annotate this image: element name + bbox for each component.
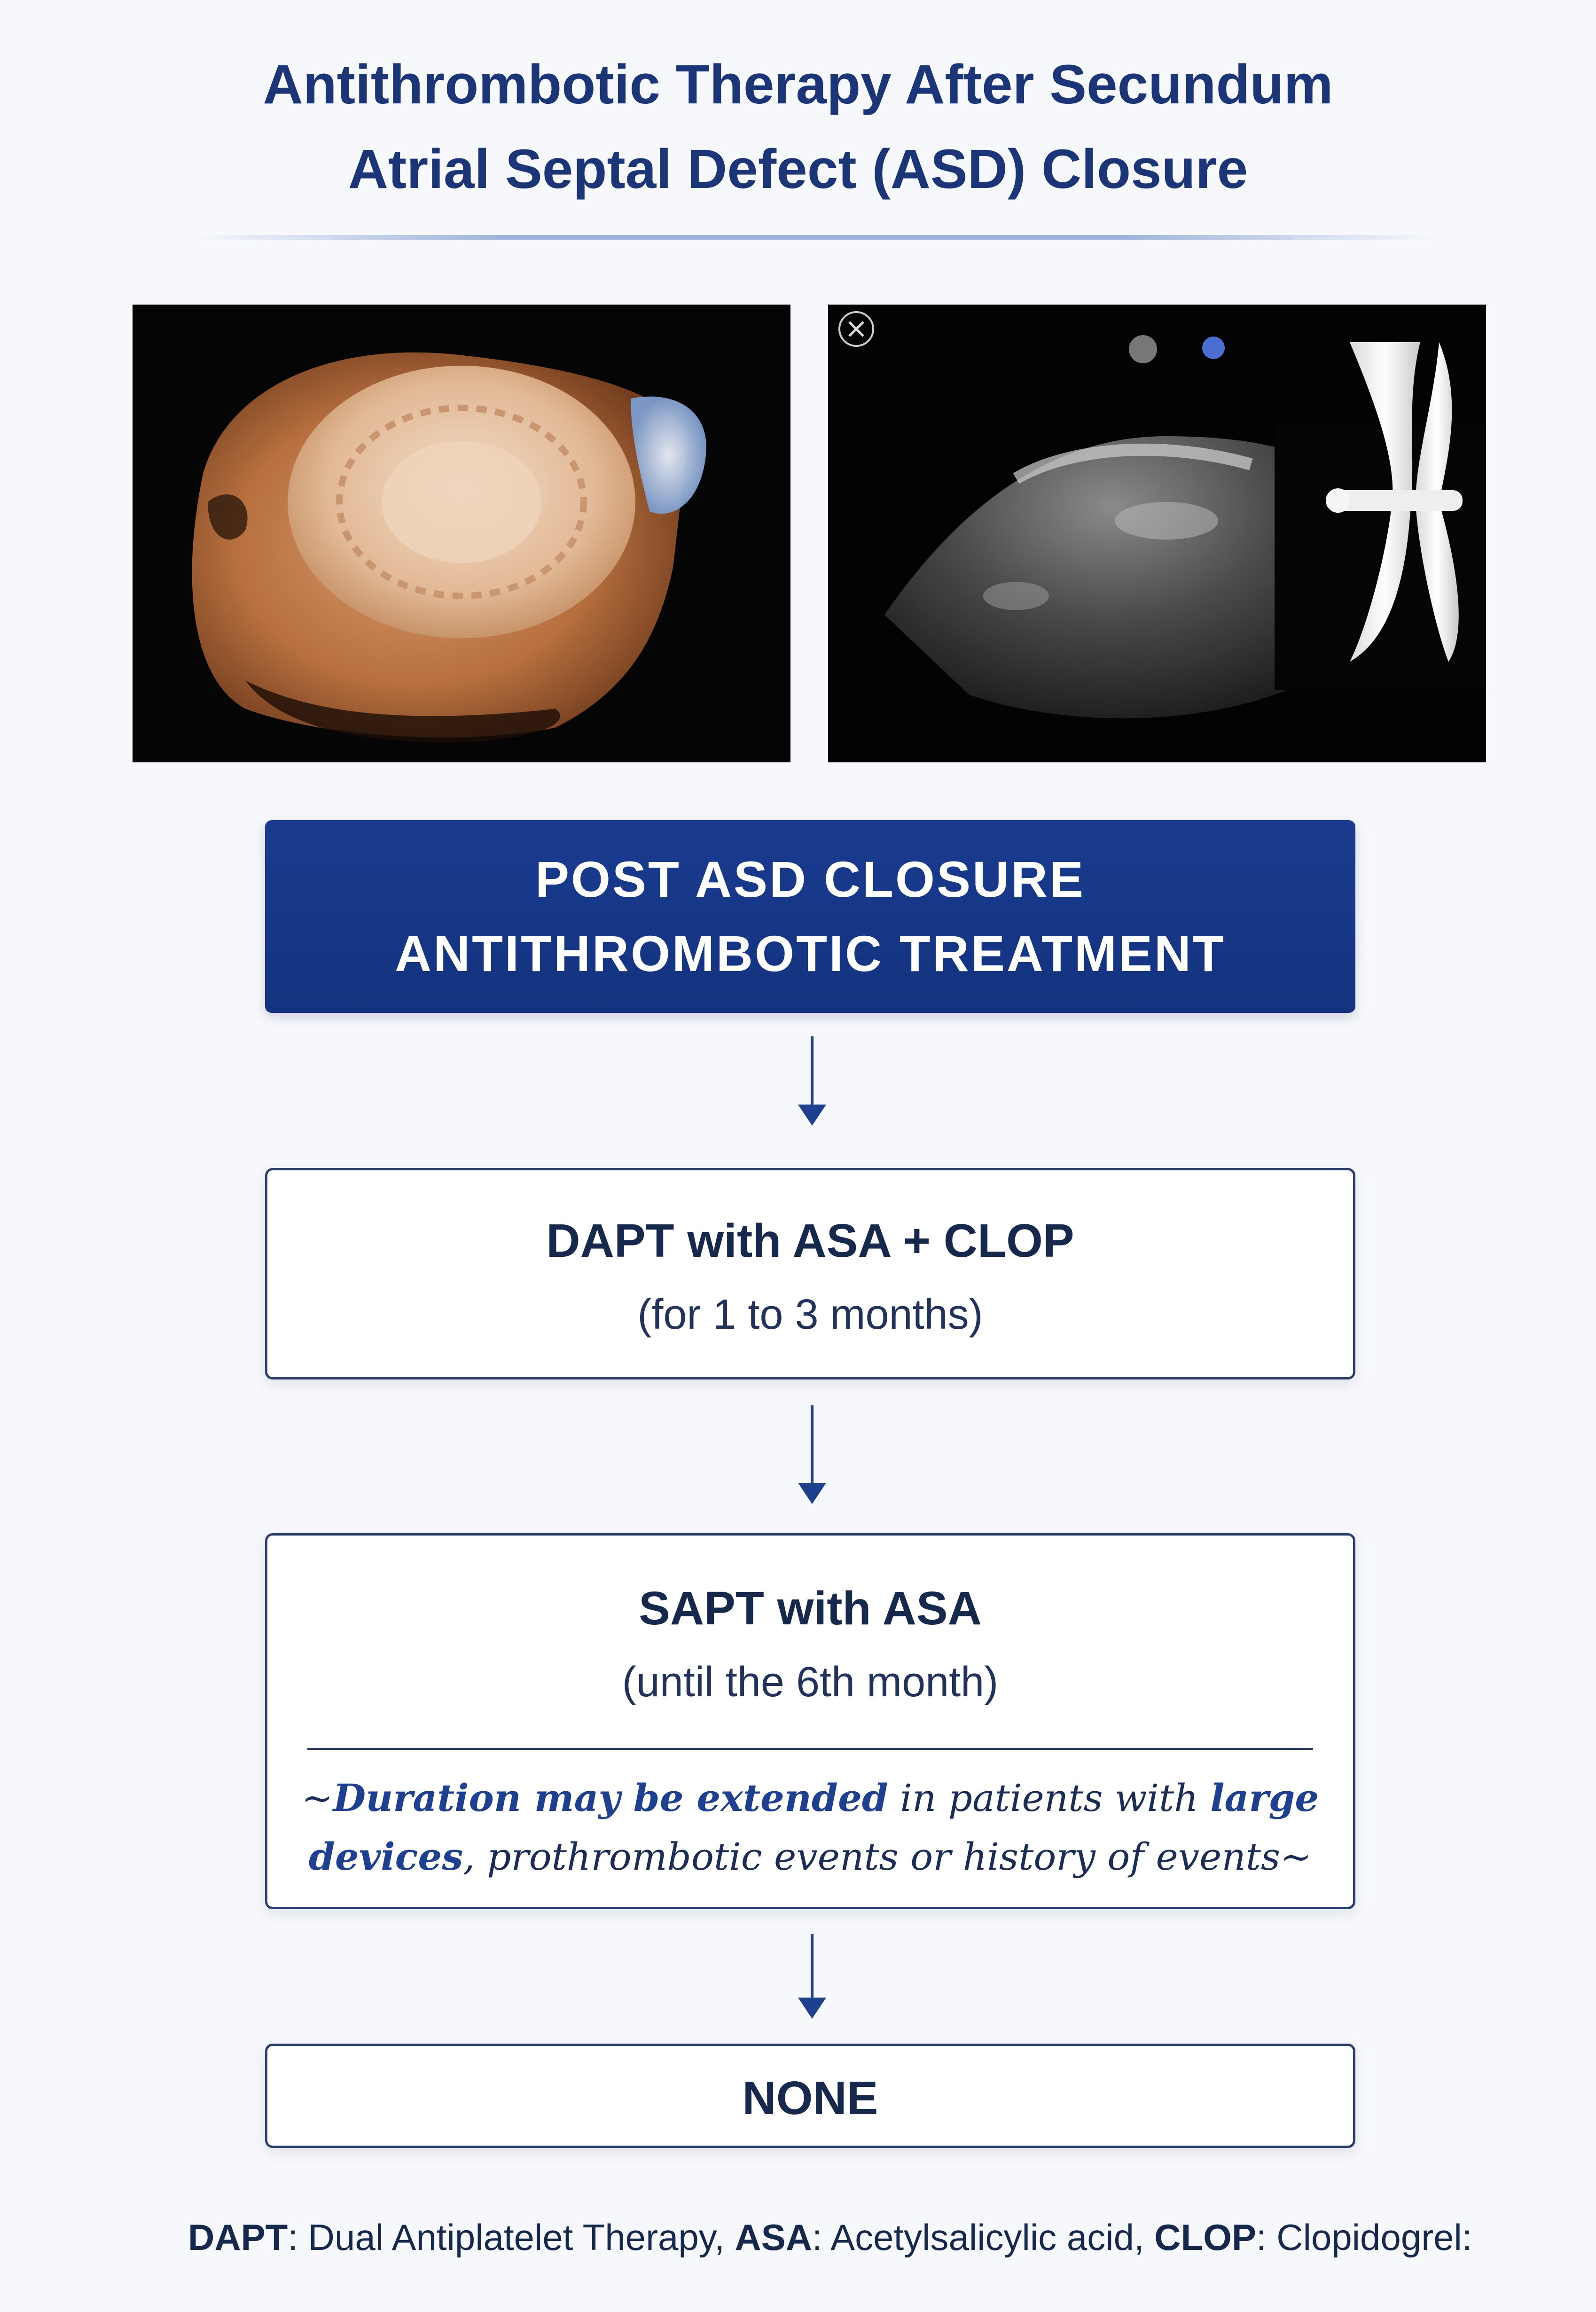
legend-clop: CLOP	[1154, 2217, 1256, 2258]
down-arrow-icon	[798, 1934, 826, 2019]
specimen-illustration	[133, 305, 790, 762]
echocardiography-device-image	[828, 305, 1486, 762]
echo-illustration	[828, 305, 1486, 762]
sapt-extension-note	[267, 1769, 1353, 1886]
dapt-duration: (for 1 to 3 months)	[637, 1291, 983, 1338]
note-duration-extended: Duration may be extended	[333, 1776, 888, 1820]
sapt-heading: SAPT with ASA	[639, 1582, 982, 1635]
treatment-header-line-2: ANTITHROMBOTIC TREATMENT	[395, 925, 1226, 982]
legend-dapt-def: : Dual Antiplatelet Therapy,	[288, 2217, 735, 2258]
title-divider	[188, 235, 1438, 240]
sapt-divider	[307, 1748, 1313, 1750]
note-prothrombotic: , prothrombotic events or history of events	[463, 1835, 1281, 1879]
legend-dapt: DAPT	[188, 2217, 288, 2258]
note-in-patients: in patients with	[888, 1776, 1211, 1820]
page-title	[94, 42, 1502, 212]
title-line-1: Antithrombotic Therapy After Secundum	[263, 54, 1333, 116]
anatomical-specimen-image	[133, 305, 790, 762]
legend-asa-def: : Acetylsalicylic acid,	[812, 2217, 1155, 2258]
note-tilde-close: ~	[1280, 1835, 1312, 1879]
sapt-duration: (until the 6th month)	[622, 1659, 999, 1706]
legend-asa: ASA	[735, 2217, 813, 2258]
dapt-heading: DAPT with ASA + CLOP	[546, 1215, 1074, 1267]
treatment-header-line-1: POST ASD CLOSURE	[535, 851, 1086, 908]
dapt-step-box	[265, 1168, 1355, 1379]
abbreviation-legend	[188, 2209, 1551, 2265]
legend-clop-def: : Clopidogrel:	[1256, 2217, 1472, 2258]
none-step-box	[265, 2044, 1355, 2148]
treatment-header-box	[265, 820, 1355, 1013]
note-tilde-open: ~	[301, 1776, 333, 1820]
none-heading: NONE	[742, 2072, 878, 2124]
note-large-devices: large devices	[308, 1776, 1319, 1879]
down-arrow-icon	[798, 1405, 826, 1504]
sapt-step-box	[265, 1533, 1355, 1909]
title-line-2: Atrial Septal Defect (ASD) Closure	[348, 138, 1248, 200]
down-arrow-icon	[798, 1036, 826, 1126]
